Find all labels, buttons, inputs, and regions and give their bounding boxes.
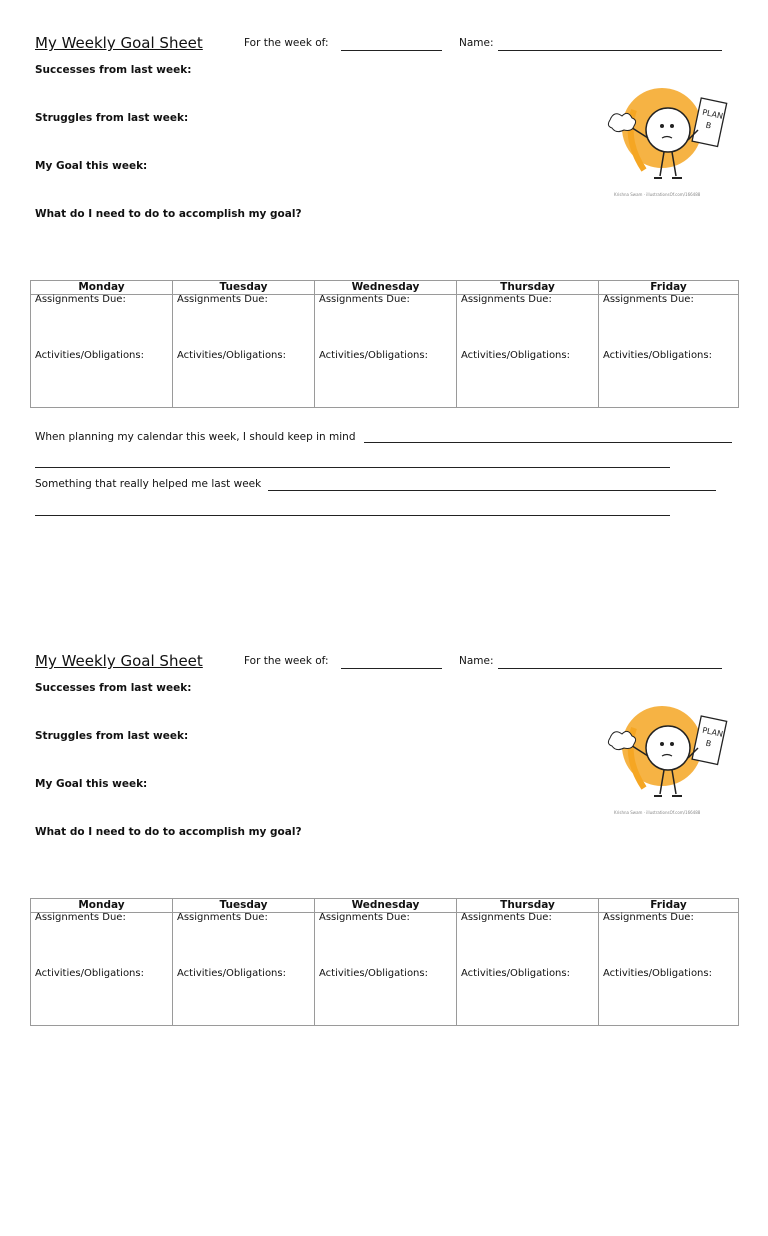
sheet-title: My Weekly Goal Sheet bbox=[35, 34, 203, 52]
day-column-friday bbox=[598, 281, 738, 407]
day-header: Tuesday bbox=[173, 281, 314, 295]
sign-text-b: B bbox=[704, 120, 713, 131]
day-column-tuesday bbox=[172, 899, 314, 1025]
activities-label: Activities/Obligations: bbox=[461, 968, 570, 979]
illustration-credit: Krishna Swam · illustrationsOf.com/166488 bbox=[614, 810, 701, 815]
week-of-label: For the week of: bbox=[244, 37, 329, 49]
week-of-label: For the week of: bbox=[244, 655, 329, 667]
planning-reminder-field-continued[interactable] bbox=[35, 467, 670, 468]
planning-reminder-field[interactable] bbox=[364, 442, 732, 443]
day-column-thursday bbox=[456, 281, 598, 407]
assignments-due-label: Assignments Due: bbox=[35, 294, 126, 305]
day-column-wednesday bbox=[314, 281, 456, 407]
day-header: Thursday bbox=[457, 281, 598, 295]
assignments-due-label: Assignments Due: bbox=[603, 294, 694, 305]
weekly-planner-table bbox=[30, 898, 739, 1026]
plan-b-character-illustration bbox=[604, 80, 728, 200]
activities-label: Activities/Obligations: bbox=[319, 350, 428, 361]
day-column-thursday bbox=[456, 899, 598, 1025]
activities-label: Activities/Obligations: bbox=[177, 968, 286, 979]
name-field[interactable] bbox=[498, 50, 722, 51]
assignments-due-label: Assignments Due: bbox=[461, 294, 552, 305]
assignments-due-label: Assignments Due: bbox=[603, 912, 694, 923]
illustration-credit: Krishna Swam · illustrationsOf.com/166488 bbox=[614, 192, 701, 197]
assignments-due-label: Assignments Due: bbox=[319, 294, 410, 305]
successes-prompt: Successes from last week: bbox=[35, 682, 192, 694]
name-field[interactable] bbox=[498, 668, 722, 669]
todo-prompt: What do I need to do to accomplish my goal? bbox=[35, 208, 302, 220]
day-column-tuesday bbox=[172, 281, 314, 407]
week-of-field[interactable] bbox=[341, 668, 442, 669]
day-header: Tuesday bbox=[173, 899, 314, 913]
week-of-field[interactable] bbox=[341, 50, 442, 51]
day-header: Wednesday bbox=[315, 281, 456, 295]
name-label: Name: bbox=[459, 37, 494, 49]
activities-label: Activities/Obligations: bbox=[461, 350, 570, 361]
activities-label: Activities/Obligations: bbox=[35, 350, 144, 361]
day-header: Friday bbox=[599, 281, 738, 295]
successes-prompt: Successes from last week: bbox=[35, 64, 192, 76]
day-header: Monday bbox=[31, 281, 172, 295]
todo-prompt: What do I need to do to accomplish my goal? bbox=[35, 826, 302, 838]
goal-prompt: My Goal this week: bbox=[35, 778, 148, 790]
activities-label: Activities/Obligations: bbox=[177, 350, 286, 361]
weekly-planner-table bbox=[30, 280, 739, 408]
struggles-prompt: Struggles from last week: bbox=[35, 730, 189, 742]
day-header: Wednesday bbox=[315, 899, 456, 913]
struggles-prompt: Struggles from last week: bbox=[35, 112, 189, 124]
sheet-title: My Weekly Goal Sheet bbox=[35, 652, 203, 670]
activities-label: Activities/Obligations: bbox=[35, 968, 144, 979]
goal-sheet-bottom bbox=[0, 618, 768, 1236]
day-header: Thursday bbox=[457, 899, 598, 913]
day-column-monday bbox=[31, 899, 172, 1025]
assignments-due-label: Assignments Due: bbox=[461, 912, 552, 923]
day-column-monday bbox=[31, 281, 172, 407]
helped-last-week-label: Something that really helped me last week bbox=[35, 478, 262, 490]
activities-label: Activities/Obligations: bbox=[603, 350, 712, 361]
day-header: Monday bbox=[31, 899, 172, 913]
plan-b-character-illustration bbox=[604, 698, 728, 818]
assignments-due-label: Assignments Due: bbox=[35, 912, 126, 923]
activities-label: Activities/Obligations: bbox=[319, 968, 428, 979]
day-column-wednesday bbox=[314, 899, 456, 1025]
day-column-friday bbox=[598, 899, 738, 1025]
name-label: Name: bbox=[459, 655, 494, 667]
sign-text-b: B bbox=[704, 738, 713, 749]
day-header: Friday bbox=[599, 899, 738, 913]
helped-last-week-field-continued[interactable] bbox=[35, 515, 670, 516]
planning-reminder-label: When planning my calendar this week, I should keep in mind bbox=[35, 431, 356, 443]
sign-text-plan: PLAN bbox=[701, 725, 724, 739]
assignments-due-label: Assignments Due: bbox=[319, 912, 410, 923]
assignments-due-label: Assignments Due: bbox=[177, 294, 268, 305]
activities-label: Activities/Obligations: bbox=[603, 968, 712, 979]
helped-last-week-field[interactable] bbox=[268, 490, 716, 491]
goal-prompt: My Goal this week: bbox=[35, 160, 148, 172]
assignments-due-label: Assignments Due: bbox=[177, 912, 268, 923]
sign-text-plan: PLAN bbox=[701, 107, 724, 121]
